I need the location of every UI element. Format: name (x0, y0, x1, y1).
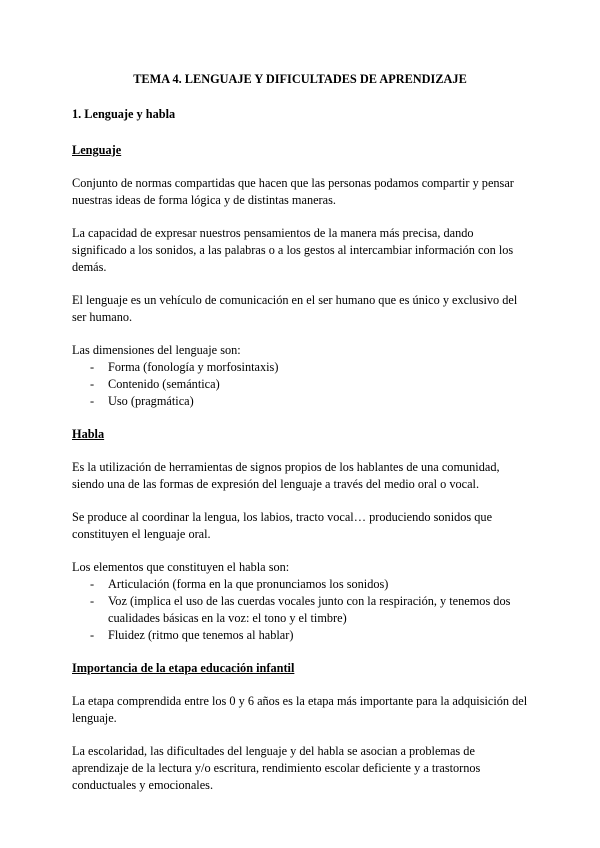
list-item-text: Voz (implica el uso de las cuerdas vocales junto con la respiración, y tenemos dos cualidades básicas en la voz: el tono y el timbre) (108, 594, 511, 625)
dash-bullet: - (90, 594, 95, 608)
lenguaje-paragraph-1: Conjunto de normas compartidas que hacen que las personas podamos compartir y pensar nuestras ideas de forma lógica y de distintas maneras. (72, 176, 514, 207)
lenguaje-paragraph-2: La capacidad de expresar nuestros pensamientos de la manera más precisa, dando significado a los sonidos, a las palabras o a los gestos al intercambiar información con los demás. (72, 226, 514, 274)
list-item-text: Fluidez (ritmo que tenemos al hablar) (108, 628, 294, 642)
list-item-text: Articulación (forma en la que pronunciamos los sonidos) (108, 577, 389, 591)
list-item (72, 593, 528, 627)
list-item (72, 576, 528, 593)
habla-paragraph-1: Es la utilización de herramientas de signos propios de los hablantes de una comunidad, siendo una de las formas de expresión del lenguaje a través del medio oral o vocal. (72, 460, 500, 491)
lenguaje-list-intro: Las dimensiones del lenguaje son: (72, 343, 241, 357)
list-item (72, 376, 528, 393)
importancia-paragraph-2: La escolaridad, las dificultades del lenguaje y del habla se asocian a problemas de aprendizaje de la lectura y/o escritura, rendimiento escolar deficiente y a trastornos conductuales y emocionales. (72, 744, 481, 792)
lenguaje-paragraph-3: El lenguaje es un vehículo de comunicación en el ser humano que es único y exclusivo del ser humano. (72, 293, 518, 324)
list-item (72, 359, 528, 376)
list-item (72, 627, 528, 644)
lenguaje-heading: Lenguaje (72, 143, 122, 157)
list-item-text: Uso (pragmática) (108, 394, 194, 408)
habla-heading: Habla (72, 427, 105, 441)
list-item (72, 393, 528, 410)
dash-bullet: - (90, 628, 95, 642)
lenguaje-dimensions-list (72, 359, 528, 410)
importancia-paragraph-1: La etapa comprendida entre los 0 y 6 años es la etapa más importante para la adquisición del lenguaje. (72, 694, 528, 725)
habla-elements-list (72, 576, 528, 644)
habla-list-intro: Los elementos que constituyen el habla son: (72, 560, 290, 574)
document-title: TEMA 4. LENGUAJE Y DIFICULTADES DE APRENDIZAJE (133, 72, 467, 86)
section-heading: 1. Lenguaje y habla (72, 107, 176, 121)
importancia-heading: Importancia de la etapa educación infantil (72, 661, 295, 675)
habla-paragraph-2: Se produce al coordinar la lengua, los labios, tracto vocal… produciendo sonidos que constituyen el lenguaje oral. (72, 510, 493, 541)
dash-bullet: - (90, 377, 95, 391)
dash-bullet: - (90, 394, 95, 408)
dash-bullet: - (90, 577, 95, 591)
list-item-text: Forma (fonología y morfosintaxis) (108, 360, 279, 374)
dash-bullet: - (90, 360, 95, 374)
list-item-text: Contenido (semántica) (108, 377, 220, 391)
